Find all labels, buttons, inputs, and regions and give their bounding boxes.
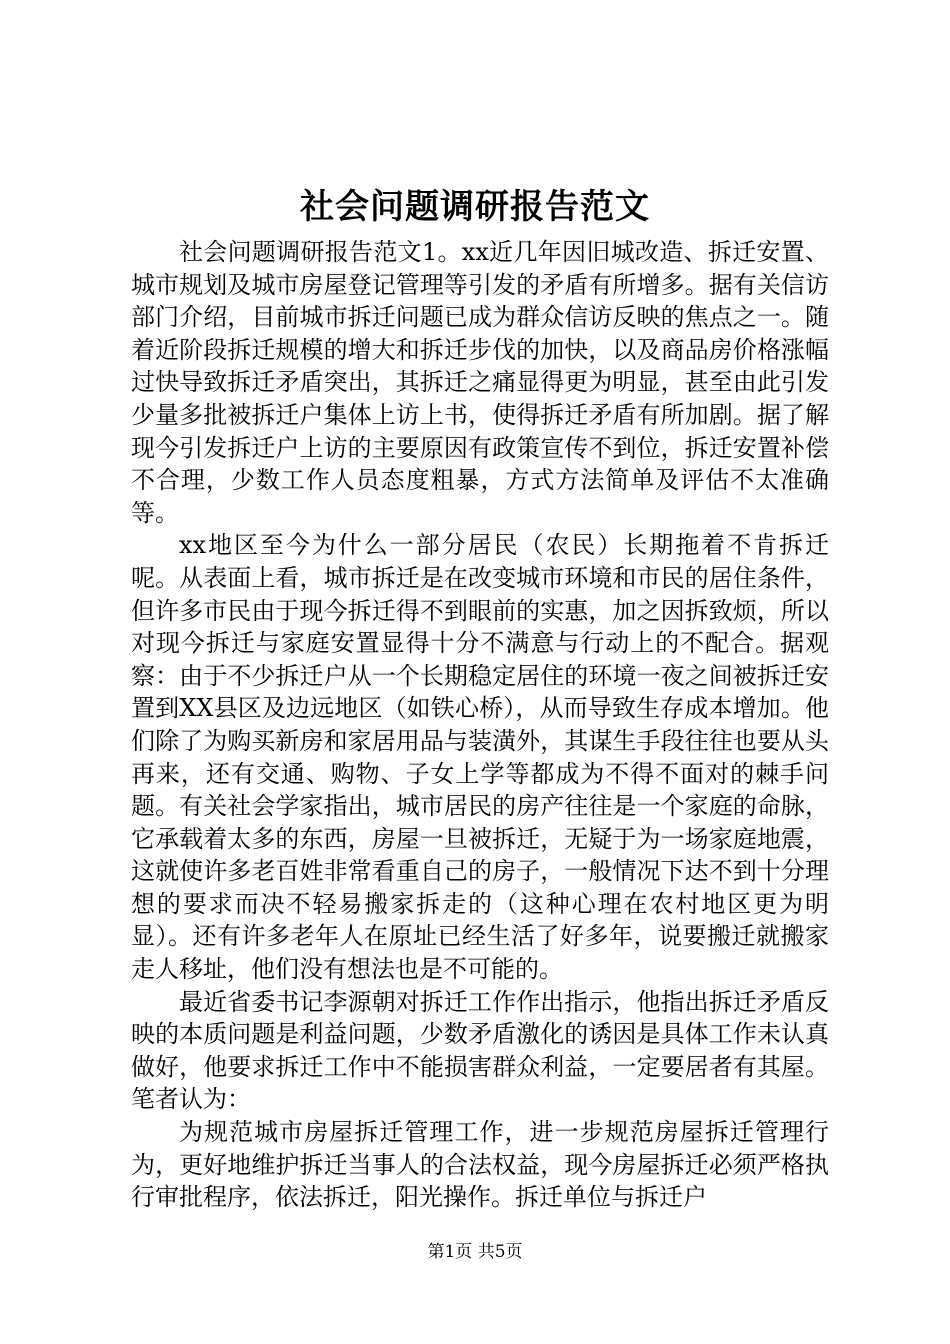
document-body [131, 236, 829, 1214]
page-number-footer: 第1页 共5页 [427, 1242, 523, 1262]
paragraph-2: xx地区至今为什么一部分居民（农民）长期拖着不肯拆迁呢。从表面上看，城市拆迁是在改变城市环境和市民的居住条件，但许多市民由于现今拆迁得不到眼前的实惠，加之因拆致烦，所以对现今拆迁与家庭安置显得十分不满意与行动上的不配合。据观察：由于不少拆迁户从一个长期稳定居住的环境一夜之间被拆迁安置到XX县区及边远地区（如铁心桥），从而导致生存成本增加。他们除了为购买新房和家居用品与装潢外，其谋生手段往往也要从头再来，还有交通、购物、子女上学等都成为不得不面对的棘手问题。有关社会学家指出，城市居民的房产往往是一个家庭的命脉，它承载着太多的东西，房屋一旦被拆迁，无疑于为一场家庭地震，这就使许多老百姓非常看重自己的房子，一般情况下达不到十分理想的要求而决不轻易搬家拆走的（这种心理在农村地区更为明显）。还有许多老年人在原址已经生活了好多年，说要搬迁就搬家走人移址，他们没有想法也是不可能的。 [131, 531, 829, 984]
document-title: 社会问题调研报告范文 [300, 187, 650, 227]
paragraph-3: 最近省委书记李源朝对拆迁工作作出指示，他指出拆迁矛盾反映的本质问题是利益问题，少数矛盾激化的诱因是具体工作未认真做好，他要求拆迁工作中不能损害群众利益，一定要居者有其屋。笔者认为： [131, 987, 829, 1114]
paragraph-4: 为规范城市房屋拆迁管理工作，进一步规范房屋拆迁管理行为，更好地维护拆迁当事人的合法权益，现今房屋拆迁必须严格执行审批程序，依法拆迁，阳光操作。拆迁单位与拆迁户 [131, 1118, 829, 1212]
paragraph-1: 社会问题调研报告范文1。xx近几年因旧城改造、拆迁安置、城市规划及城市房屋登记管理等引发的矛盾有所增多。据有关信访部门介绍，目前城市拆迁问题已成为群众信访反映的焦点之一。随着近阶段拆迁规模的增大和拆迁步伐的加快，以及商品房价格涨幅过快导致拆迁矛盾突出，其拆迁之痛显得更为明显，甚至由此引发少量多批被拆迁户集体上访上书，使得拆迁矛盾有所加剧。据了解现今引发拆迁户上访的主要原因有政策宣传不到位，拆迁安置补偿不合理，少数工作人员态度粗暴，方式方法简单及评估不太准确等。 [131, 238, 829, 527]
